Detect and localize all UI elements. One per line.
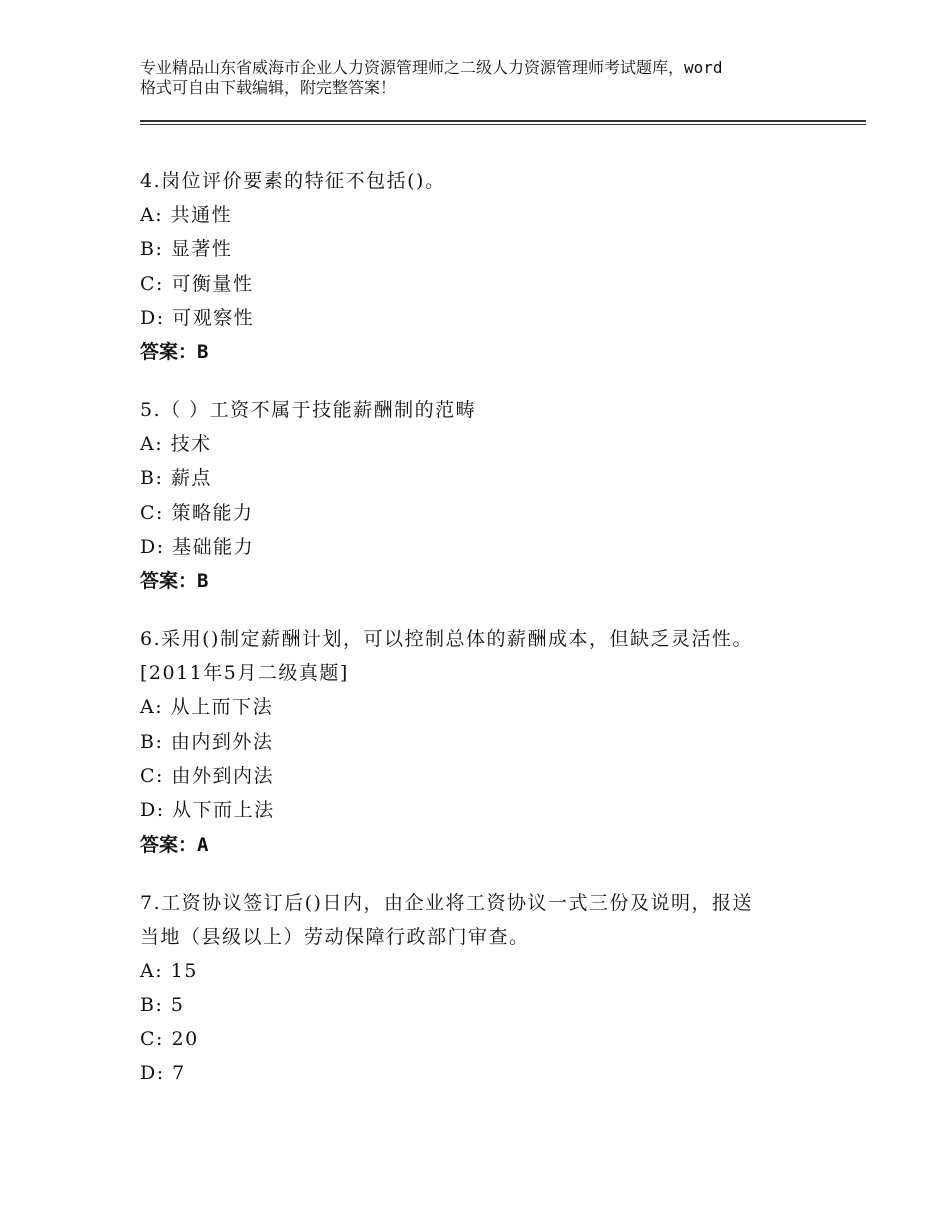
option-b: B: 由内到外法	[140, 730, 274, 753]
question-item	[140, 886, 840, 1091]
option-a: A: 共通性	[140, 204, 233, 226]
option-c: C: 策略能力	[140, 501, 254, 524]
option-b: B: 显著性	[140, 238, 233, 261]
question-text: 6.采用()制定薪酬计划，可以控制总体的薪酬成本，但缺乏灵活性。	[140, 628, 753, 651]
question-text: 4.岗位评价要素的特征不包括()。	[140, 170, 446, 192]
question-text-continued: [2011年5月二级真题]	[140, 662, 349, 685]
option-c: C: 20	[140, 1028, 199, 1051]
header-divider-thin	[140, 124, 866, 125]
option-b: B: 5	[140, 993, 185, 1016]
question-item	[140, 622, 840, 861]
answer-label: 答案：A	[140, 833, 209, 856]
question-text-continued: 当地（县级以上）劳动保障行政部门审查。	[140, 925, 530, 948]
option-a: A: 技术	[140, 433, 212, 456]
option-c: C: 可衡量性	[140, 272, 254, 295]
option-d: D: 基础能力	[140, 536, 255, 559]
header-title-line-2: 格式可自由下载编辑，附完整答案！	[140, 78, 397, 97]
answer-label: 答案：B	[140, 570, 209, 593]
question-text: 5.（ ）工资不属于技能薪酬制的范畴	[140, 399, 477, 422]
option-c: C: 由外到内法	[140, 764, 274, 787]
option-a: A: 15	[140, 959, 198, 982]
option-d: D: 7	[140, 1062, 186, 1085]
option-a: A: 从上而下法	[140, 696, 274, 719]
option-d: D: 从下而上法	[140, 799, 275, 822]
option-d: D: 可观察性	[140, 306, 255, 329]
question-item	[140, 393, 840, 598]
question-item	[140, 164, 840, 369]
option-b: B: 薪点	[140, 467, 212, 490]
document-header	[140, 58, 840, 98]
question-list	[140, 164, 840, 1115]
answer-label: 答案：B	[140, 341, 209, 364]
header-title-line-1: 专业精品山东省威海市企业人力资源管理师之二级人力资源管理师考试题库，word	[140, 58, 723, 77]
header-divider-thick	[140, 120, 866, 122]
question-text: 7.工资协议签订后()日内，由企业将工资协议一式三份及说明，报送	[140, 891, 753, 914]
